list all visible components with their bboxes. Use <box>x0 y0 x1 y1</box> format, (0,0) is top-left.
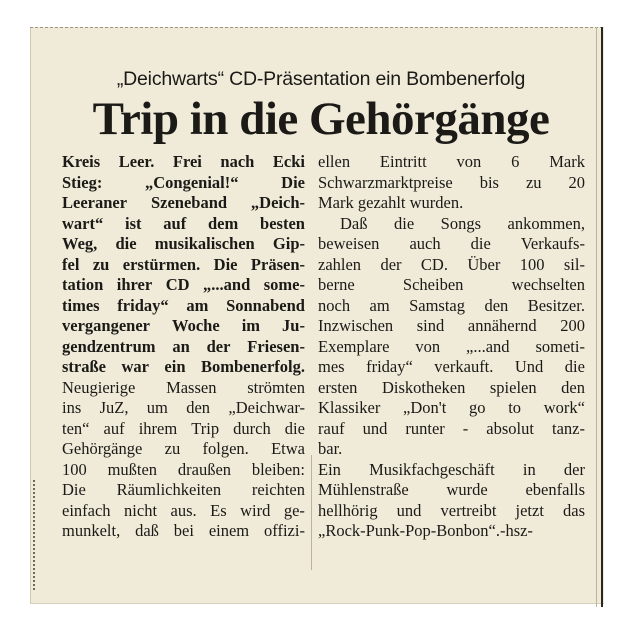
left-text-column <box>62 152 305 542</box>
text-line: fel zu erstürmen. Die Präsen- <box>62 254 305 274</box>
text-line: Mark gezahlt wurden. <box>318 193 464 212</box>
text-line: gendzentrum an der Friesen- <box>62 336 305 356</box>
text-line: Kreis Leer. Frei nach Ecki <box>62 152 305 171</box>
text-line: Klassiker „Don't go to work“ <box>318 398 585 417</box>
article-kicker: „Deichwarts“ CD-Präsentation ein Bombenerfolg <box>116 68 526 90</box>
text-line: vergangener Woche im Ju- <box>62 316 305 335</box>
text-line: Gehörgänge zu folgen. Etwa <box>62 439 305 458</box>
text-line: Weg, die musikalischen Gip- <box>62 234 305 253</box>
text-line: ersten Diskotheken spielen den <box>318 377 585 397</box>
text-line: Ein Musikfachgeschäft in der <box>318 459 585 479</box>
text-line: zahlen der CD. Über 100 sil- <box>318 254 585 274</box>
text-line: noch am Samstag den Besitzer. <box>318 295 585 315</box>
text-line: „Rock-Punk-Pop-Bonbon“.-hsz- <box>318 521 533 540</box>
text-line: 100 mußten draußen bleiben: <box>62 459 305 479</box>
text-line: ellen Eintritt von 6 Mark <box>318 152 585 171</box>
text-line: Stieg: „Congenial!“ Die <box>62 172 305 192</box>
article-headline: Trip in die Gehörgänge <box>92 93 550 145</box>
clipping-top-edge <box>30 27 603 32</box>
text-line: straße war ein Bombenerfolg. <box>62 357 305 376</box>
text-line: Mühlenstraße wurde ebenfalls <box>318 480 585 499</box>
text-line: beweisen auch die Verkaufs- <box>318 234 585 253</box>
column-rule <box>311 455 312 570</box>
text-line: Exemplare von „...and someti- <box>318 336 585 356</box>
text-line: Inzwischen sind annähernd 200 <box>318 316 585 335</box>
right-text-column <box>318 152 585 542</box>
clipping-left-edge-dots <box>33 480 37 590</box>
text-line: Die Räumlichkeiten reichten <box>62 480 305 499</box>
text-line: munkelt, daß bei einem offizi- <box>62 521 305 540</box>
text-line: tation ihrer CD „...and some- <box>62 275 305 294</box>
text-line: times friday“ am Sonnabend <box>62 295 305 315</box>
text-line: einfach nicht aus. Es wird ge- <box>62 500 305 520</box>
text-line: bar. <box>318 439 343 458</box>
text-line: rauf und runter - absolut tanz- <box>318 418 585 438</box>
text-line: Neugierige Massen strömten <box>62 377 305 397</box>
text-line: hellhörig und vertreibt jetzt das <box>318 500 585 520</box>
text-line: ten“ auf ihrem Trip durch die <box>62 418 305 438</box>
text-line: berne Scheiben wechselten <box>318 275 585 294</box>
text-line: ins JuZ, um den „Deichwar- <box>62 398 305 417</box>
text-line: Leeraner Szeneband „Deich- <box>62 193 305 212</box>
text-line: wart“ ist auf dem besten <box>62 213 305 233</box>
text-line: Schwarzmarktpreise bis zu 20 <box>318 172 585 192</box>
text-line: mes friday“ verkauft. Und die <box>318 357 585 376</box>
text-line: Daß die Songs ankommen, <box>340 213 585 233</box>
